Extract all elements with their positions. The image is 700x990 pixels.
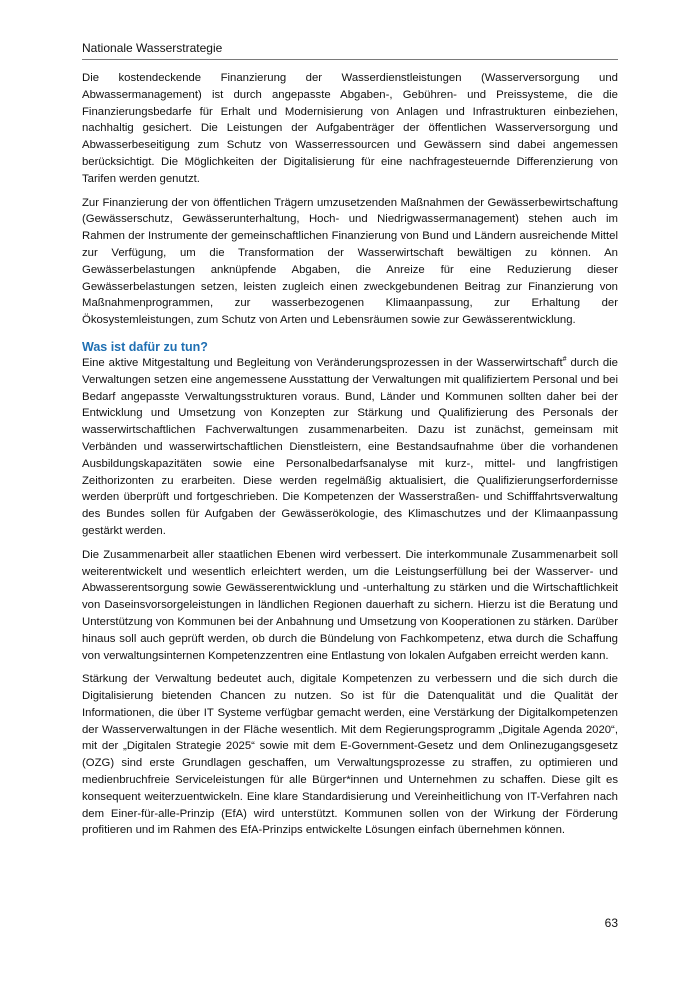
paragraph-government-cooperation: Die Zusammenarbeit aller staatlichen Ebenen wird verbessert. Die interkommunale Zusammenarbeit soll weiterentwickelt und wesentlich erleichtert werden, um die Leistungserfüllung bei der Wasserver- und Abwasserentsorgung sowie Gewässerentwicklung und -unterhaltung zu stärken und die Wirtschaftlichkeit von Daseinsvorsorgeleistungen in ländlichen Regionen dauerhaft zu sichern. Hierzu ist die Beratung und Unterstützung von Kommunen bei der Anbahnung und Umsetzung von Kooperationen zu stärken. Darüber hinaus soll auch geprüft werden, ob durch die Bündelung von Fachkompetenz, etwa durch die Schaffung von verwaltungsinternen Kompetenzzentren eine Entlastung von lokalen Aufgaben erreicht werden kann.	[82, 548, 618, 662]
page-number: 63	[604, 916, 618, 930]
paragraph-financing-water-management: Zur Finanzierung der von öffentlichen Trägern umzusetzenden Maßnahmen der Gewässerbewirtschaftung (Gewässerschutz, Gewässerunterhaltung, Hoch- und Niedrigwassermanagement) stehen auch im Rahmen der Instrumente der gemeinschaftlichen Finanzierung von Bund und Ländern ausreichende Mittel zur Verfügung, um die Transformation der Wasserwirtschaft bewältigen zu können. An Gewässerbelastungen anknüpfende Abgaben, die Anreize für eine Reduzierung dieser Gewässerbelastungen setzen, leisten zugleich einen zweckgebundenen Beitrag zur Finanzierung von Maßnahmenprogrammen, zur wasserbezogenen Klimaanpassung, zur Erhaltung der Ökosystemleistungen, zum Schutz von Arten und Lebensräumen sowie zur Gewässerentwicklung.	[82, 196, 618, 327]
running-header-title: Nationale Wasserstrategie	[82, 40, 618, 60]
paragraph-digital-competencies: Stärkung der Verwaltung bedeutet auch, digitale Kompetenzen zu verbessern und die sich durch die Digitalisierung bietenden Chancen zu nutzen. So ist für die Datenqualität und die Qualität der Informationen, die über IT Systeme verfügbar gemacht werden, eine Verstärkung der Digitalkompetenzen der Wasserverwaltungen in der Fläche wesentlich. Mit dem Regierungsprogramm „Digitale Agenda 2020“, mit der „Digitalen Strategie 2025“ sowie mit dem E-Government-Gesetz und dem Onlinezugangsgesetz (OZG) sind erste Grundlagen geschaffen, um Verwaltungsprozesse zu straffen, zu optimieren und medienbruchfreie Serviceleistungen für alle Bürger*innen und Unternehmen zu schaffen. Diese gilt es konsequent weiterzuentwickeln. Eine klare Standardisierung und Vereinheitlichung von IT-Verfahren nach dem Einer-für-alle-Prinzip (EfA) wird unterstützt. Kommunen sollen von der Wirkung der Förderung profitieren und im Rahmen des EfA-Prinzips entwickelte Lösungen einfach übernehmen können.	[82, 673, 618, 837]
paragraph-administration-staffing-start: Eine aktive Mitgestaltung und Begleitung von Veränderungsprozessen in der Wasserwirtschaft	[82, 356, 563, 369]
paragraph-administration-staffing	[82, 355, 618, 540]
footnote-marker: #	[562, 356, 567, 364]
paragraph-administration-staffing-rest: durch die Verwaltungen setzen eine angemessene Ausstattung der Verwaltungen mit qualifiziertem Personal und bei Bedarf angepasste Verwaltungsstrukturen voraus. Bund, Länder und Kommunen sollten daher bei der Entwicklung und Umsetzung von Konzepten zur Stärkung und Qualifizierung des Personals der wasserwirtschaftlichen Fachverwaltungen zusammenarbeiten. Dazu ist zunächst, gemeinsam mit Verbänden und wasserwirtschaftlichen Dienstleistern, eine Bestandsaufnahme über die vorhandenen Ausbildungskapazitäten sowie eine Personalbedarfsanalyse mit kurz-, mittel- und langfristigen Zeithorizonten zu erarbeiten. Diese werden regelmäßig aktualisiert, die Qualifizierungserfordernisse werden überprüft und fortgeschrieben. Die Kompetenzen der Wasserstraßen- und Schifffahrtsverwaltung des Bundes sollen für Aufgaben der Gewässerökologie, des Klimaschutzes und der Klimaanpassung gestärkt werden.	[82, 356, 618, 537]
document-page	[82, 0, 618, 990]
paragraph-financing-water-services: Die kostendeckende Finanzierung der Wasserdienstleistungen (Wasserversorgung und Abwassermanagement) ist durch angepasste Abgaben-, Gebühren- und Preissysteme, die die Finanzierungsbedarfe für Erhalt und Modernisierung von Anlagen und Infrastrukturen einbeziehen, nachhaltig gesichert. Die Leistungen der Aufgabenträger der öffentlichen Wasserversorgung und Abwasserbeseitigung zum Schutz von Wasserressourcen und Gewässern sind dabei angemessen berücksichtigt. Die Möglichkeiten der Digitalisierung für eine nachfragesteuernde Differenzierung von Tarifen werden genutzt.	[82, 72, 618, 185]
page-content	[82, 70, 618, 846]
section-heading: Was ist dafür zu tun?	[82, 339, 208, 354]
